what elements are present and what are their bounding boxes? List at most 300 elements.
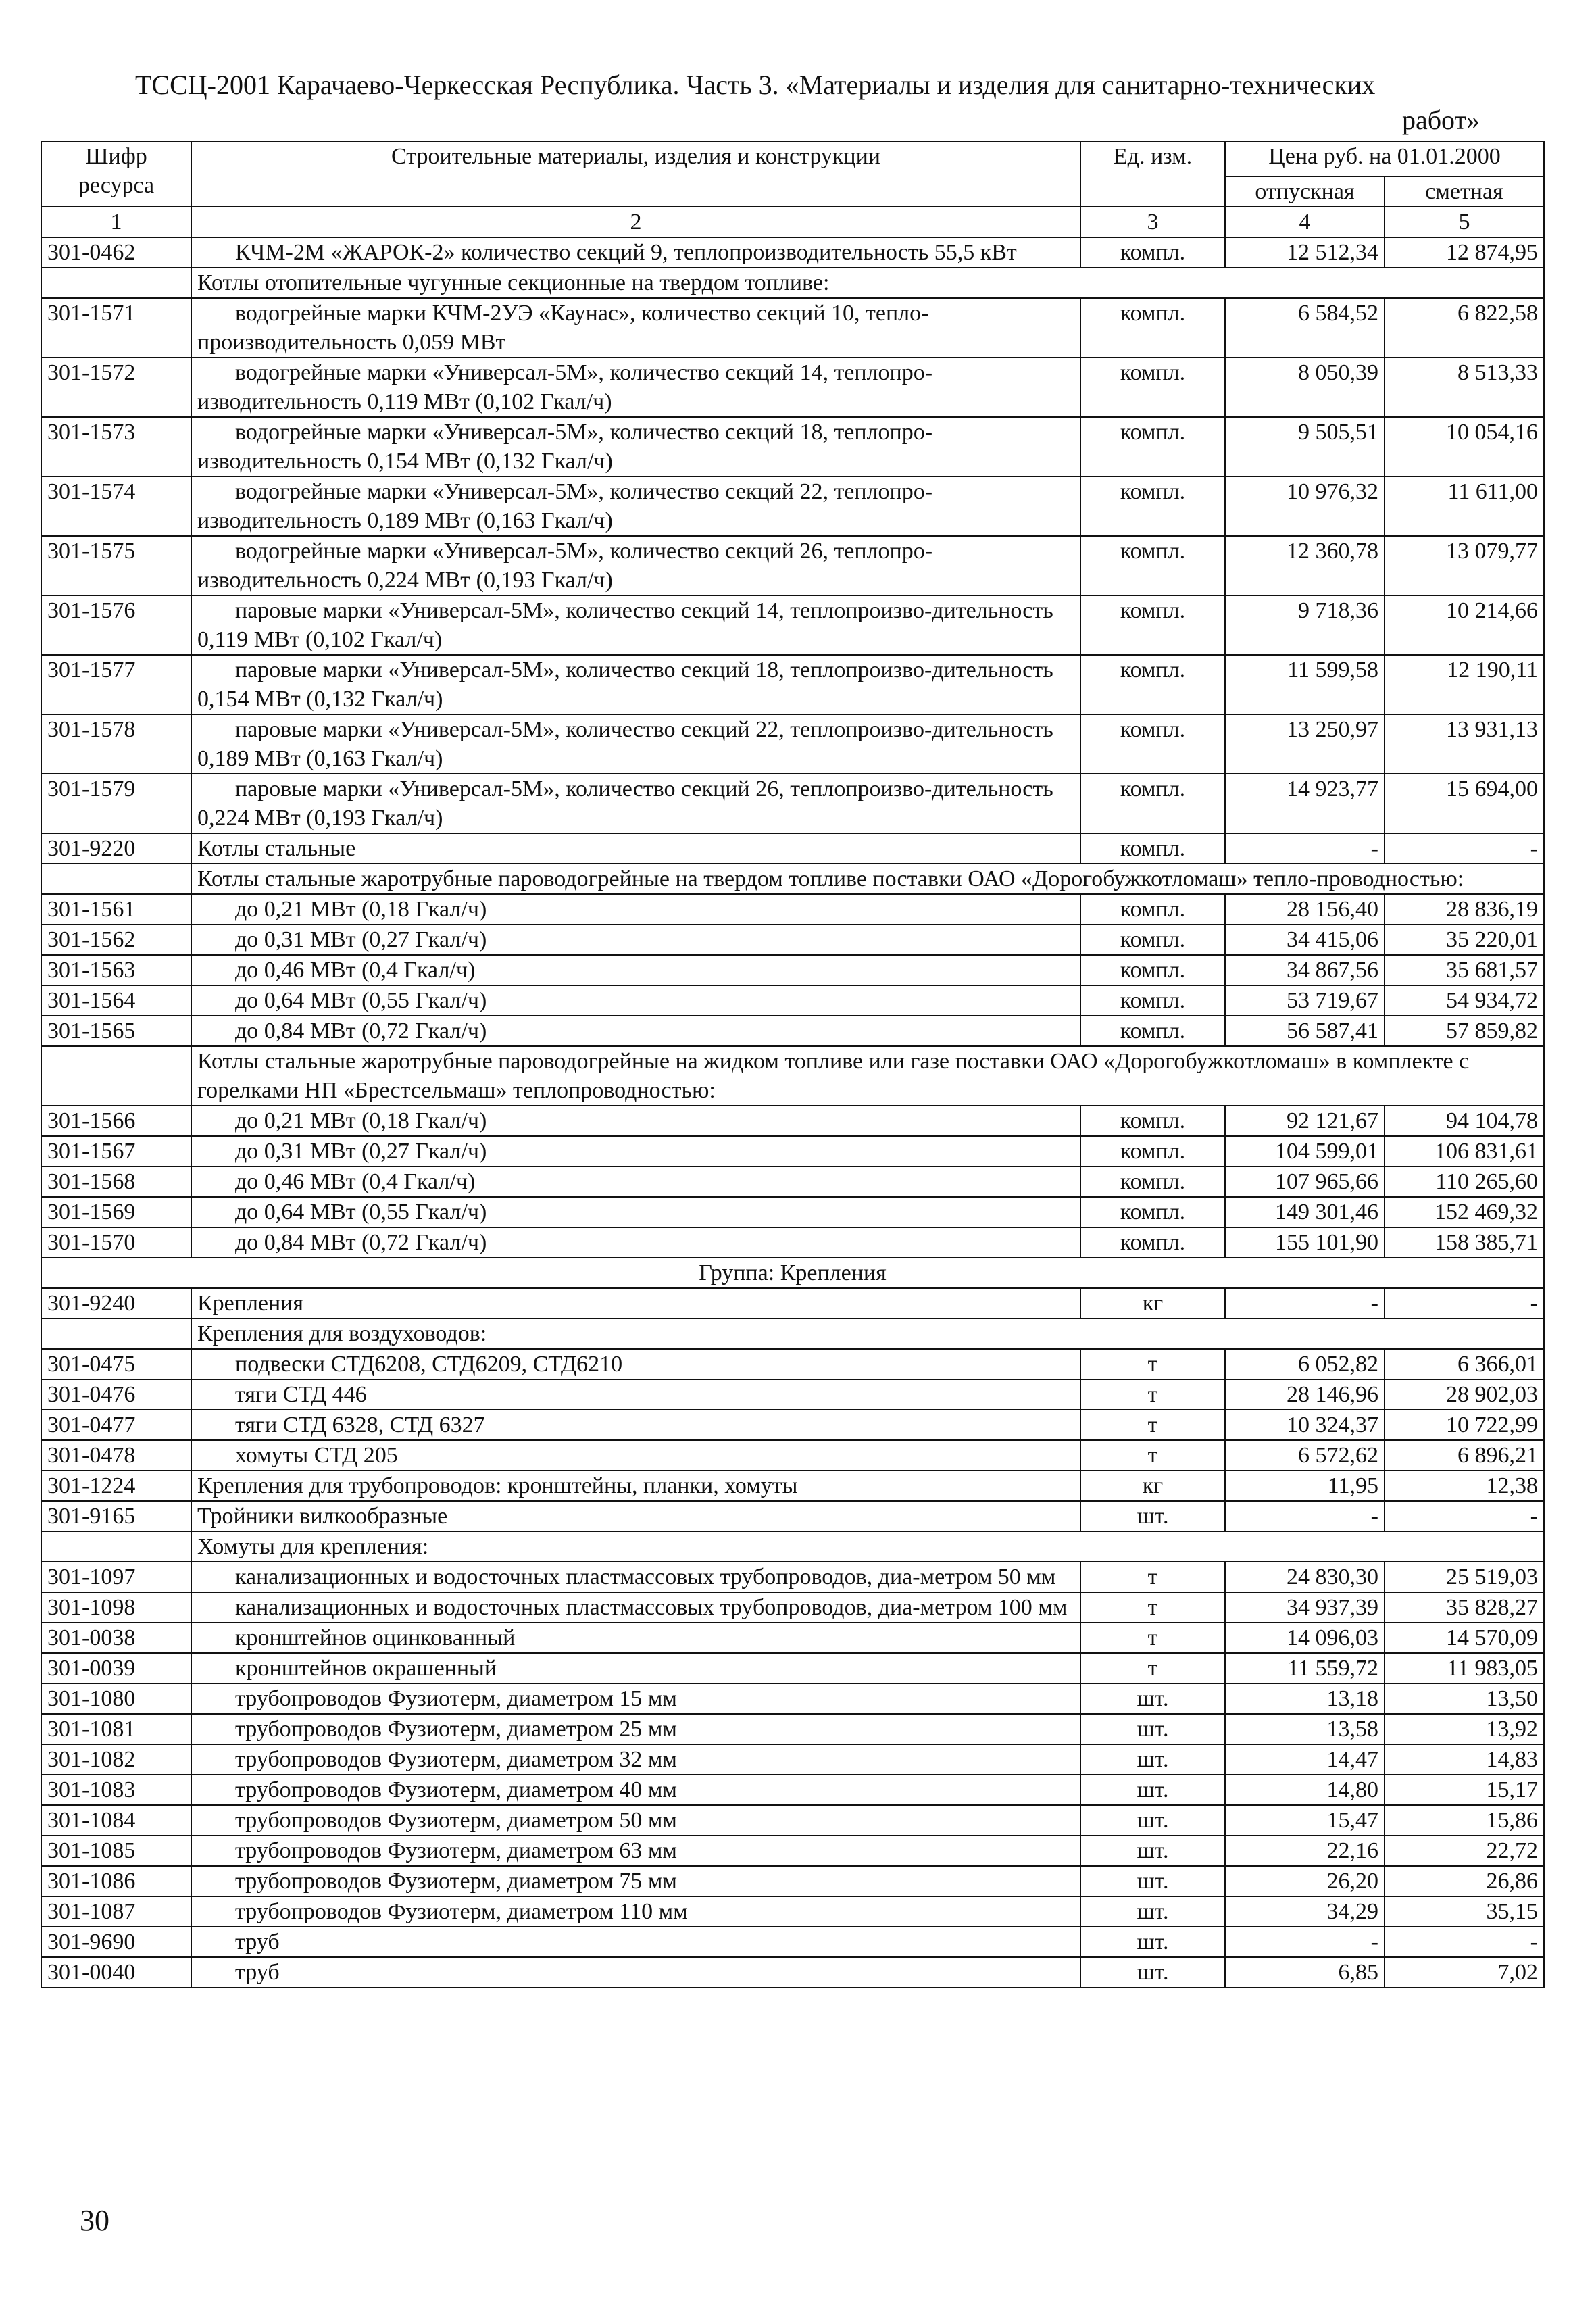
cell-unit: шт.	[1080, 1744, 1225, 1775]
cell-name-text: до 0,84 МВт (0,72 Гкал/ч)	[235, 1230, 487, 1255]
cell-estimate-price: 106 831,61	[1385, 1136, 1544, 1166]
cell-unit: т	[1080, 1623, 1225, 1653]
section-empty-cell	[41, 864, 191, 894]
table-row	[41, 1288, 1544, 1319]
cell-release-price: 13,58	[1225, 1714, 1385, 1744]
cell-code: 301-1087	[41, 1896, 191, 1927]
cell-release-price: 28 146,96	[1225, 1379, 1385, 1410]
cell-name	[191, 1197, 1080, 1227]
cell-estimate-price: 13,50	[1385, 1683, 1544, 1714]
cell-estimate-price: 110 265,60	[1385, 1166, 1544, 1197]
cell-release-price: 13 250,97	[1225, 714, 1385, 774]
page-number: 30	[80, 2204, 109, 2237]
cell-estimate-price: 22,72	[1385, 1836, 1544, 1866]
section-row	[41, 1319, 1544, 1349]
cell-unit: шт.	[1080, 1836, 1225, 1866]
cell-unit: кг	[1080, 1288, 1225, 1319]
cell-code: 301-0038	[41, 1623, 191, 1653]
cell-release-price: 6 572,62	[1225, 1440, 1385, 1471]
cell-estimate-price: 25 519,03	[1385, 1562, 1544, 1592]
cell-unit: компл.	[1080, 1136, 1225, 1166]
cell-name	[191, 1866, 1080, 1896]
col-number-3: 3	[1080, 207, 1225, 237]
cell-code: 301-1578	[41, 714, 191, 774]
cell-estimate-price: 26,86	[1385, 1866, 1544, 1896]
cell-unit: т	[1080, 1653, 1225, 1683]
cell-unit: т	[1080, 1349, 1225, 1379]
cell-unit: компл.	[1080, 925, 1225, 955]
cell-estimate-price: 12 190,11	[1385, 655, 1544, 714]
cell-estimate-price: 14,83	[1385, 1744, 1544, 1775]
cell-code: 301-1097	[41, 1562, 191, 1592]
col-number-1: 1	[41, 207, 191, 237]
cell-estimate-price: 35 220,01	[1385, 925, 1544, 955]
cell-estimate-price: 12 874,95	[1385, 237, 1544, 268]
cell-name-text: трубопроводов Фузиотерм, диаметром 63 мм	[235, 1838, 677, 1863]
cell-name	[191, 358, 1080, 417]
table-row	[41, 894, 1544, 925]
cell-name	[191, 1016, 1080, 1046]
cell-unit: компл.	[1080, 894, 1225, 925]
cell-unit: компл.	[1080, 714, 1225, 774]
cell-unit: компл.	[1080, 476, 1225, 536]
cell-unit: компл.	[1080, 237, 1225, 268]
table-row	[41, 1440, 1544, 1471]
table-row	[41, 1197, 1544, 1227]
cell-code: 301-1563	[41, 955, 191, 985]
cell-name	[191, 1136, 1080, 1166]
cell-release-price: 9 505,51	[1225, 417, 1385, 476]
cell-code: 301-0039	[41, 1653, 191, 1683]
cell-unit: компл.	[1080, 536, 1225, 595]
cell-name	[191, 1836, 1080, 1866]
table-row	[41, 1927, 1544, 1957]
table-row	[41, 1016, 1544, 1046]
cell-release-price: 14,80	[1225, 1775, 1385, 1805]
cell-unit: шт.	[1080, 1714, 1225, 1744]
cell-name	[191, 655, 1080, 714]
table-row	[41, 237, 1544, 268]
cell-code: 301-1085	[41, 1836, 191, 1866]
title-line-2: работ»	[1401, 105, 1480, 135]
cell-unit: компл.	[1080, 1016, 1225, 1046]
cell-release-price: 22,16	[1225, 1836, 1385, 1866]
cell-code: 301-1573	[41, 417, 191, 476]
table-row	[41, 1836, 1544, 1866]
cell-code: 301-1566	[41, 1106, 191, 1136]
cell-estimate-price: 28 902,03	[1385, 1379, 1544, 1410]
cell-estimate-price: 14 570,09	[1385, 1623, 1544, 1653]
cell-code: 301-1082	[41, 1744, 191, 1775]
cell-release-price: 149 301,46	[1225, 1197, 1385, 1227]
cell-estimate-price: 94 104,78	[1385, 1106, 1544, 1136]
table-row	[41, 358, 1544, 417]
cell-release-price: 6 584,52	[1225, 298, 1385, 358]
cell-unit: компл.	[1080, 1197, 1225, 1227]
header-name: Строительные материалы, изделия и конструкции	[191, 141, 1080, 207]
cell-name	[191, 1166, 1080, 1197]
table-row	[41, 1592, 1544, 1623]
cell-name	[191, 714, 1080, 774]
cell-estimate-price: 10 054,16	[1385, 417, 1544, 476]
cell-unit: кг	[1080, 1471, 1225, 1501]
cell-code: 301-1575	[41, 536, 191, 595]
title-line-1: ТССЦ-2001 Карачаево-Черкесская Республика. Часть 3. «Материалы и изделия для санитарно-технических	[135, 70, 1376, 100]
document-title	[135, 68, 1480, 138]
header-unit: Ед. изм.	[1080, 141, 1225, 207]
table-row	[41, 1106, 1544, 1136]
cell-release-price: -	[1225, 1927, 1385, 1957]
cell-code: 301-1572	[41, 358, 191, 417]
cell-name-text: трубопроводов Фузиотерм, диаметром 25 мм	[235, 1717, 677, 1742]
cell-name-text: Котлы стальные	[197, 836, 356, 861]
cell-release-price: 56 587,41	[1225, 1016, 1385, 1046]
cell-code: 301-0462	[41, 237, 191, 268]
cell-release-price: 34 415,06	[1225, 925, 1385, 955]
cell-code: 301-1579	[41, 774, 191, 833]
cell-name-text: до 0,46 МВт (0,4 Гкал/ч)	[235, 1169, 476, 1194]
cell-release-price: 11 559,72	[1225, 1653, 1385, 1683]
table-row	[41, 955, 1544, 985]
cell-name-text: до 0,21 МВт (0,18 Гкал/ч)	[235, 1108, 487, 1133]
cell-name	[191, 1349, 1080, 1379]
table-row	[41, 833, 1544, 864]
cell-name	[191, 536, 1080, 595]
cell-estimate-price: 15,86	[1385, 1805, 1544, 1836]
cell-name	[191, 1440, 1080, 1471]
cell-estimate-price: 8 513,33	[1385, 358, 1544, 417]
cell-unit: шт.	[1080, 1866, 1225, 1896]
cell-release-price: 155 101,90	[1225, 1227, 1385, 1258]
col-number-4: 4	[1225, 207, 1385, 237]
cell-release-price: 104 599,01	[1225, 1136, 1385, 1166]
cell-code: 301-1098	[41, 1592, 191, 1623]
cell-estimate-price: -	[1385, 1927, 1544, 1957]
cell-unit: т	[1080, 1379, 1225, 1410]
cell-release-price: 34,29	[1225, 1896, 1385, 1927]
cell-name	[191, 298, 1080, 358]
cell-name-text: Тройники вилкообразные	[197, 1504, 448, 1529]
cell-name-text: кронштейнов оцинкованный	[235, 1625, 516, 1650]
table-row	[41, 1623, 1544, 1653]
table-row	[41, 774, 1544, 833]
cell-name	[191, 1592, 1080, 1623]
cell-estimate-price: 13 079,77	[1385, 536, 1544, 595]
cell-name-text: Крепления	[197, 1291, 304, 1316]
cell-code: 301-1568	[41, 1166, 191, 1197]
cell-code: 301-9690	[41, 1927, 191, 1957]
cell-name-text: подвески СТД6208, СТД6209, СТД6210	[235, 1352, 623, 1377]
cell-estimate-price: 13 931,13	[1385, 714, 1544, 774]
cell-release-price: 34 867,56	[1225, 955, 1385, 985]
table-row	[41, 1471, 1544, 1501]
cell-name-text: канализационных и водосточных пластмассовых трубопроводов, диа-метром 100 мм	[235, 1595, 1068, 1620]
cell-unit: компл.	[1080, 774, 1225, 833]
cell-name-text: водогрейные марки «Универсал-5М», количество секций 22, теплопро-изводительность 0,189 МВт (0,163 Гкал/ч)	[197, 479, 933, 533]
cell-estimate-price: -	[1385, 1288, 1544, 1319]
cell-code: 301-0477	[41, 1410, 191, 1440]
cell-unit: т	[1080, 1592, 1225, 1623]
cell-name-text: КЧМ-2М «ЖАРОК-2» количество секций 9, теплопроизводительность 55,5 кВт	[235, 240, 1017, 265]
cell-name-text: до 0,46 МВт (0,4 Гкал/ч)	[235, 958, 476, 983]
cell-name	[191, 774, 1080, 833]
cell-name	[191, 1379, 1080, 1410]
cell-release-price: 26,20	[1225, 1866, 1385, 1896]
cell-unit: шт.	[1080, 1927, 1225, 1957]
section-row	[41, 268, 1544, 298]
cell-estimate-price: 11 611,00	[1385, 476, 1544, 536]
section-empty-cell	[41, 1319, 191, 1349]
cell-name	[191, 1927, 1080, 1957]
cell-name-text: паровые марки «Универсал-5М», количество секций 18, теплопроизво-дительность 0,154 МВт (0,132 Гкал/ч)	[197, 658, 1053, 712]
cell-unit: компл.	[1080, 955, 1225, 985]
cell-name	[191, 1775, 1080, 1805]
cell-release-price: 13,18	[1225, 1683, 1385, 1714]
cell-estimate-price: 7,02	[1385, 1957, 1544, 1988]
cell-code: 301-1569	[41, 1197, 191, 1227]
col-number-5: 5	[1385, 207, 1544, 237]
table-row	[41, 1410, 1544, 1440]
cell-estimate-price: 12,38	[1385, 1471, 1544, 1501]
cell-release-price: 28 156,40	[1225, 894, 1385, 925]
cell-name-text: до 0,21 МВт (0,18 Гкал/ч)	[235, 897, 487, 922]
group-heading: Группа: Крепления	[41, 1258, 1544, 1288]
cell-release-price: 10 324,37	[1225, 1410, 1385, 1440]
cell-code: 301-1086	[41, 1866, 191, 1896]
cell-release-price: 34 937,39	[1225, 1592, 1385, 1623]
cell-code: 301-1224	[41, 1471, 191, 1501]
cell-code: 301-1081	[41, 1714, 191, 1744]
cell-release-price: 107 965,66	[1225, 1166, 1385, 1197]
cell-unit: т	[1080, 1440, 1225, 1471]
table-row	[41, 1227, 1544, 1258]
cell-name-text: хомуты СТД 205	[235, 1443, 398, 1468]
cell-code: 301-1561	[41, 894, 191, 925]
cell-estimate-price: 57 859,82	[1385, 1016, 1544, 1046]
cell-name-text: водогрейные марки «Универсал-5М», количество секций 14, теплопро-изводительность 0,119 МВт (0,102 Гкал/ч)	[197, 360, 933, 414]
cell-name	[191, 1106, 1080, 1136]
cell-unit: шт.	[1080, 1501, 1225, 1531]
cell-release-price: -	[1225, 1288, 1385, 1319]
cell-name	[191, 476, 1080, 536]
cell-estimate-price: 15,17	[1385, 1775, 1544, 1805]
cell-unit: шт.	[1080, 1683, 1225, 1714]
cell-name-text: паровые марки «Универсал-5М», количество секций 14, теплопроизво-дительность 0,119 МВт (0,102 Гкал/ч)	[197, 598, 1053, 652]
cell-name-text: водогрейные марки КЧМ-2УЭ «Каунас», количество секций 10, тепло-производительность 0,059 МВт	[197, 301, 929, 355]
cell-unit: шт.	[1080, 1957, 1225, 1988]
cell-estimate-price: 13,92	[1385, 1714, 1544, 1744]
cell-estimate-price: 15 694,00	[1385, 774, 1544, 833]
cell-name-text: кронштейнов окрашенный	[235, 1656, 497, 1681]
table-row	[41, 476, 1544, 536]
cell-release-price: 14,47	[1225, 1744, 1385, 1775]
cell-unit: шт.	[1080, 1896, 1225, 1927]
cell-code: 301-1571	[41, 298, 191, 358]
cell-name-text: тяги СТД 6328, СТД 6327	[235, 1412, 485, 1437]
cell-name-text: трубопроводов Фузиотерм, диаметром 32 мм	[235, 1747, 677, 1772]
cell-name-text: тяги СТД 446	[235, 1382, 367, 1407]
cell-name	[191, 1683, 1080, 1714]
cell-unit: шт.	[1080, 1775, 1225, 1805]
cell-code: 301-9220	[41, 833, 191, 864]
cell-code: 301-0476	[41, 1379, 191, 1410]
cell-name-text: водогрейные марки «Универсал-5М», количество секций 18, теплопро-изводительность 0,154 МВт (0,132 Гкал/ч)	[197, 420, 933, 474]
table-row	[41, 298, 1544, 358]
section-heading: Крепления для воздуховодов:	[191, 1319, 1544, 1349]
cell-name	[191, 1227, 1080, 1258]
price-table	[41, 141, 1545, 1988]
cell-release-price: 11,95	[1225, 1471, 1385, 1501]
cell-code: 301-1570	[41, 1227, 191, 1258]
cell-estimate-price: 10 722,99	[1385, 1410, 1544, 1440]
section-heading: Котлы отопительные чугунные секционные на твердом топливе:	[191, 268, 1544, 298]
cell-name	[191, 1896, 1080, 1927]
cell-release-price: 6 052,82	[1225, 1349, 1385, 1379]
cell-name-text: трубопроводов Фузиотерм, диаметром 40 мм	[235, 1777, 677, 1802]
cell-name	[191, 985, 1080, 1016]
cell-unit: компл.	[1080, 833, 1225, 864]
cell-name-text: труб	[235, 1960, 280, 1985]
cell-release-price: 92 121,67	[1225, 1106, 1385, 1136]
cell-name	[191, 1501, 1080, 1531]
cell-code: 301-1565	[41, 1016, 191, 1046]
table-row	[41, 595, 1544, 655]
cell-release-price: 24 830,30	[1225, 1562, 1385, 1592]
cell-release-price: 11 599,58	[1225, 655, 1385, 714]
cell-name-text: паровые марки «Универсал-5М», количество секций 26, теплопроизво-дительность 0,224 МВт (0,193 Гкал/ч)	[197, 777, 1053, 831]
cell-release-price: 9 718,36	[1225, 595, 1385, 655]
table-row	[41, 1379, 1544, 1410]
cell-release-price: 8 050,39	[1225, 358, 1385, 417]
table-row	[41, 1166, 1544, 1197]
cell-release-price: 12 512,34	[1225, 237, 1385, 268]
cell-unit: т	[1080, 1562, 1225, 1592]
cell-name-text: трубопроводов Фузиотерм, диаметром 110 мм	[235, 1899, 688, 1924]
cell-release-price: 14 096,03	[1225, 1623, 1385, 1653]
section-row	[41, 1046, 1544, 1106]
table-row	[41, 1775, 1544, 1805]
cell-unit: т	[1080, 1410, 1225, 1440]
cell-name	[191, 1471, 1080, 1501]
table-row	[41, 1501, 1544, 1531]
cell-release-price: -	[1225, 1501, 1385, 1531]
cell-code: 301-1080	[41, 1683, 191, 1714]
cell-release-price: 15,47	[1225, 1805, 1385, 1836]
cell-estimate-price: 11 983,05	[1385, 1653, 1544, 1683]
cell-code: 301-1084	[41, 1805, 191, 1836]
cell-code: 301-1564	[41, 985, 191, 1016]
cell-name-text: канализационных и водосточных пластмассовых трубопроводов, диа-метром 50 мм	[235, 1565, 1056, 1590]
col-number-2: 2	[191, 207, 1080, 237]
cell-code: 301-1562	[41, 925, 191, 955]
cell-release-price: 12 360,78	[1225, 536, 1385, 595]
cell-estimate-price: -	[1385, 833, 1544, 864]
cell-unit: компл.	[1080, 595, 1225, 655]
cell-name	[191, 417, 1080, 476]
cell-estimate-price: 35,15	[1385, 1896, 1544, 1927]
table-row	[41, 985, 1544, 1016]
cell-code: 301-1083	[41, 1775, 191, 1805]
table-row	[41, 1349, 1544, 1379]
cell-code: 301-1574	[41, 476, 191, 536]
table-row	[41, 417, 1544, 476]
cell-code: 301-1567	[41, 1136, 191, 1166]
table-row	[41, 1683, 1544, 1714]
cell-unit: компл.	[1080, 655, 1225, 714]
cell-release-price: 10 976,32	[1225, 476, 1385, 536]
cell-release-price: -	[1225, 833, 1385, 864]
section-heading: Хомуты для крепления:	[191, 1531, 1544, 1562]
cell-code: 301-1576	[41, 595, 191, 655]
cell-estimate-price: -	[1385, 1501, 1544, 1531]
cell-name	[191, 1957, 1080, 1988]
table-row	[41, 1562, 1544, 1592]
table-row	[41, 1805, 1544, 1836]
cell-code: 301-1577	[41, 655, 191, 714]
cell-estimate-price: 35 681,57	[1385, 955, 1544, 985]
header-price: Цена руб. на 01.01.2000	[1225, 141, 1544, 176]
group-row	[41, 1258, 1544, 1288]
cell-name-text: до 0,64 МВт (0,55 Гкал/ч)	[235, 988, 487, 1013]
cell-name-text: до 0,31 МВт (0,27 Гкал/ч)	[235, 927, 487, 952]
cell-name	[191, 1805, 1080, 1836]
cell-name	[191, 1410, 1080, 1440]
cell-code: 301-9165	[41, 1501, 191, 1531]
section-heading: Котлы стальные жаротрубные пароводогрейные на твердом топливе поставки ОАО «Дорогобужкотломаш» тепло-проводностью:	[191, 864, 1544, 894]
cell-unit: компл.	[1080, 985, 1225, 1016]
cell-estimate-price: 6 366,01	[1385, 1349, 1544, 1379]
cell-unit: шт.	[1080, 1805, 1225, 1836]
cell-code: 301-0478	[41, 1440, 191, 1471]
cell-name-text: водогрейные марки «Универсал-5М», количество секций 26, теплопро-изводительность 0,224 МВт (0,193 Гкал/ч)	[197, 539, 933, 593]
cell-unit: компл.	[1080, 1166, 1225, 1197]
cell-name-text: труб	[235, 1929, 280, 1954]
table-row	[41, 1866, 1544, 1896]
cell-name	[191, 894, 1080, 925]
cell-estimate-price: 28 836,19	[1385, 894, 1544, 925]
section-row	[41, 864, 1544, 894]
table-row	[41, 925, 1544, 955]
cell-name	[191, 237, 1080, 268]
cell-name	[191, 1562, 1080, 1592]
table-row	[41, 1653, 1544, 1683]
cell-unit: компл.	[1080, 1106, 1225, 1136]
cell-name	[191, 925, 1080, 955]
cell-name	[191, 595, 1080, 655]
cell-estimate-price: 158 385,71	[1385, 1227, 1544, 1258]
table-row	[41, 1714, 1544, 1744]
table-row	[41, 1744, 1544, 1775]
cell-name	[191, 833, 1080, 864]
cell-name-text: трубопроводов Фузиотерм, диаметром 75 мм	[235, 1869, 677, 1894]
cell-name	[191, 1623, 1080, 1653]
section-heading: Котлы стальные жаротрубные пароводогрейные на жидком топливе или газе поставки ОАО «Дорогобужкотломаш» в комплекте с горелками НП «Брестсельмаш» теплопроводностью:	[191, 1046, 1544, 1106]
table-row	[41, 714, 1544, 774]
table-row	[41, 1896, 1544, 1927]
header-code: Шифр ресурса	[41, 141, 191, 207]
table-row	[41, 655, 1544, 714]
cell-name-text: до 0,84 МВт (0,72 Гкал/ч)	[235, 1018, 487, 1043]
cell-name-text: паровые марки «Универсал-5М», количество секций 22, теплопроизво-дительность 0,189 МВт (0,163 Гкал/ч)	[197, 717, 1053, 771]
cell-name-text: до 0,31 МВт (0,27 Гкал/ч)	[235, 1139, 487, 1164]
cell-estimate-price: 6 896,21	[1385, 1440, 1544, 1471]
section-empty-cell	[41, 268, 191, 298]
cell-code: 301-0475	[41, 1349, 191, 1379]
cell-name-text: до 0,64 МВт (0,55 Гкал/ч)	[235, 1200, 487, 1225]
header-estimate: сметная	[1385, 176, 1544, 207]
table-row	[41, 1136, 1544, 1166]
section-empty-cell	[41, 1531, 191, 1562]
